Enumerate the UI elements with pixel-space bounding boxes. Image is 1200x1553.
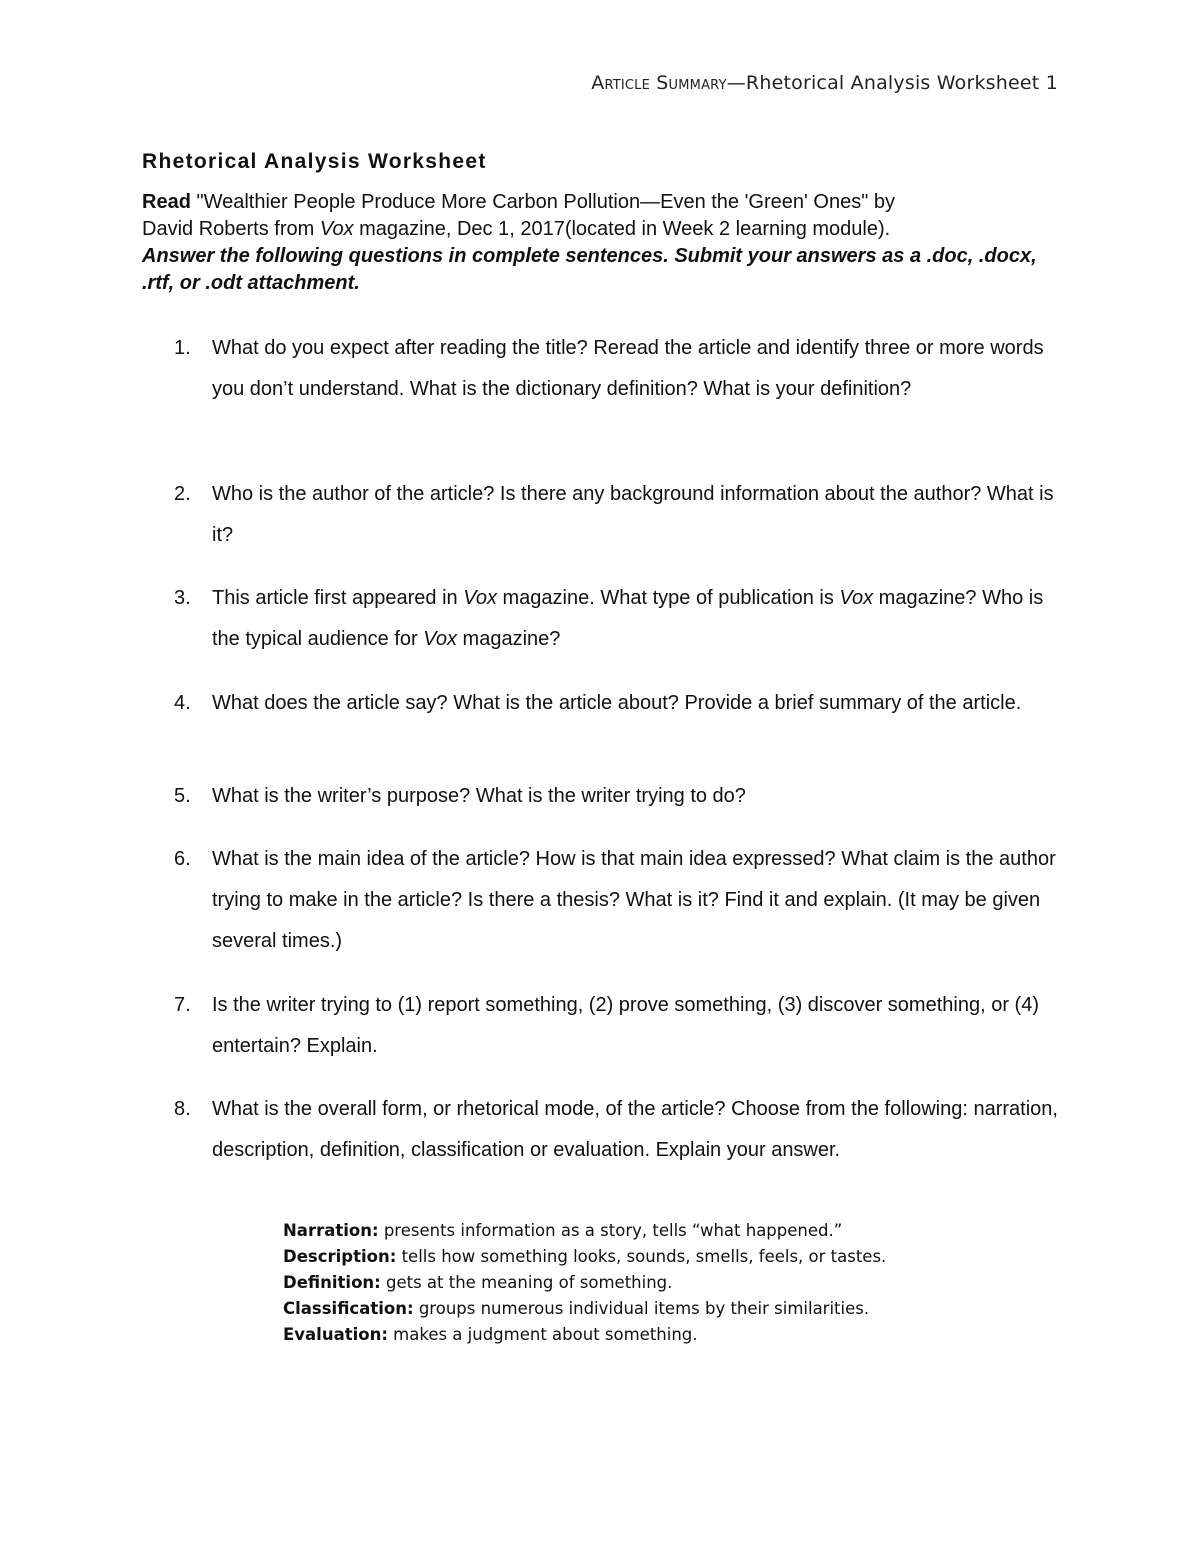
author-line-b: magazine, Dec 1, 2017(located in Week 2 learning module).	[353, 218, 891, 240]
question-number: 8.	[174, 1098, 191, 1120]
running-header	[591, 72, 1058, 94]
article-title-line: "Wealthier People Produce More Carbon Pollution—Even the 'Green' Ones" by	[190, 191, 895, 213]
question-text: What is the overall form, or rhetorical mode, of the article? Choose from the following: narration, description, definition, classification or evaluation. Explain your answer.	[212, 1098, 1058, 1161]
mode-definition: gets at the meaning of something.	[380, 1273, 673, 1292]
question-text-part: magazine?	[456, 628, 561, 650]
mode-term: Narration:	[283, 1221, 379, 1240]
mode-definition: makes a judgment about something.	[387, 1325, 698, 1344]
intro-paragraph	[142, 189, 1072, 297]
vox-italic: Vox	[839, 587, 874, 609]
question-number: 7.	[174, 994, 191, 1016]
question-text: What do you expect after reading the title? Reread the article and identify three or more words you don’t understand. What is the dictionary definition? What is your definition?	[212, 337, 1044, 400]
page-number: 1	[1045, 72, 1058, 94]
question-number: 2.	[174, 483, 191, 505]
question-text-part: magazine. What type of publication is	[496, 587, 840, 609]
running-header-suffix: —Rhetorical Analysis Worksheet	[726, 72, 1040, 94]
mode-term: Evaluation:	[283, 1325, 388, 1344]
vox-italic: Vox	[423, 628, 457, 650]
mode-description	[283, 1244, 1063, 1270]
question-text: What is the writer’s purpose? What is the writer trying to do?	[212, 785, 746, 807]
vox-italic: Vox	[319, 218, 354, 240]
mode-definition: presents information as a story, tells “what happened.”	[378, 1221, 843, 1240]
question-text-part: This article first appeared in	[212, 587, 464, 609]
question-text-part: magazine? Who is the typical audience for	[212, 587, 1044, 650]
question-number: 4.	[174, 692, 191, 714]
question-number: 1.	[174, 337, 191, 359]
document-title: Rhetorical Analysis Worksheet	[142, 150, 487, 173]
question-text: Is the writer trying to (1) report something, (2) prove something, (3) discover something, or (4) entertain? Explain.	[212, 994, 1039, 1057]
question-text	[212, 578, 1062, 660]
vox-italic: Vox	[463, 587, 497, 609]
running-header-prefix: Article Summary	[591, 72, 727, 94]
question-number: 3.	[174, 587, 191, 609]
question-text: What is the main idea of the article? How is that main idea expressed? What claim is the author trying to make in the article? Is there a thesis? What is it? Find it and explain. (It may be given several times.)	[212, 848, 1056, 952]
question-text: Who is the author of the article? Is there any background information about the author? What is it?	[212, 483, 1054, 546]
mode-definition: tells how something looks, sounds, smells, feels, or tastes.	[396, 1247, 887, 1266]
mode-definition: groups numerous individual items by their similarities.	[413, 1299, 870, 1318]
instructions: Answer the following questions in complete sentences. Submit your answers as a .doc, .docx, .rtf, or .odt attachment.	[142, 245, 1037, 294]
question-text: What does the article say? What is the article about? Provide a brief summary of the article.	[212, 692, 1022, 714]
mode-evaluation	[283, 1322, 1063, 1348]
mode-definition-row	[283, 1270, 1063, 1296]
author-line-a: David Roberts from	[142, 218, 320, 240]
mode-classification	[283, 1296, 1063, 1322]
mode-narration	[283, 1218, 1063, 1244]
question-number: 6.	[174, 848, 191, 870]
mode-term: Classification:	[283, 1299, 414, 1318]
mode-term: Description:	[283, 1247, 397, 1266]
rhetorical-modes-glossary	[283, 1218, 1063, 1348]
mode-term: Definition:	[283, 1273, 381, 1292]
read-label: Read	[142, 191, 191, 213]
question-number: 5.	[174, 785, 191, 807]
